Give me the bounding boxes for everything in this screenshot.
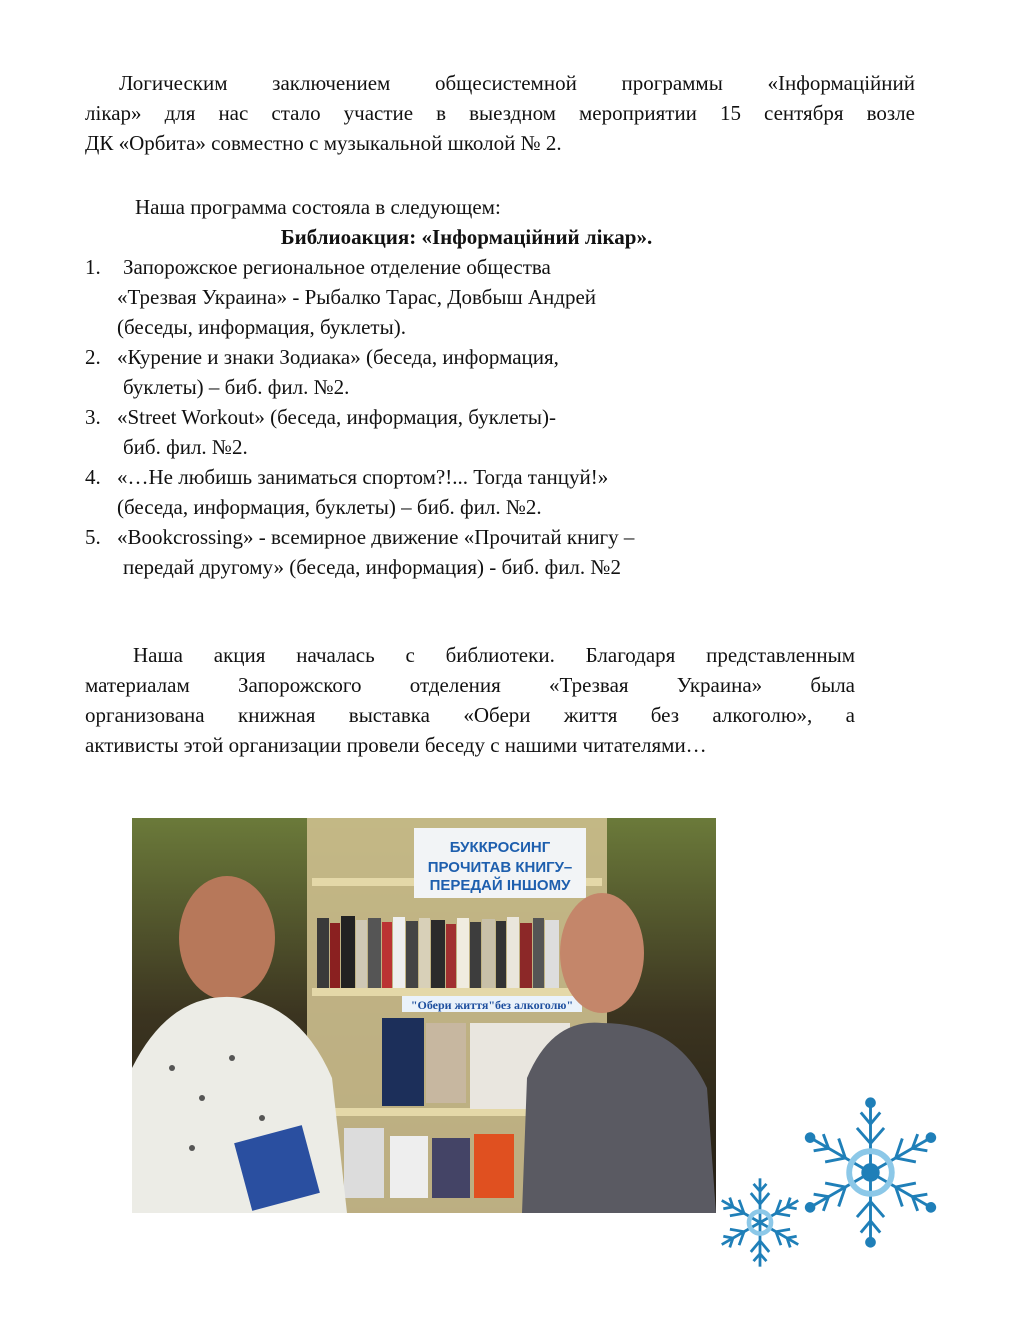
sign-text: ПЕРЕДАЙ ІНШОМУ: [429, 877, 571, 894]
list-number: 5.: [85, 525, 101, 549]
list-number: 2.: [85, 345, 101, 369]
snowflake-large-icon: [793, 1095, 948, 1250]
event-photo: [132, 818, 716, 1213]
list-item-line: (беседы, информация, буклеты).: [117, 315, 406, 339]
list-item-line: «…Не любишь заниматься спортом?!... Тогда танцуй!»: [117, 465, 609, 489]
list-item-line: «Street Workout» (беседа, информация, буклеты)-: [117, 405, 556, 429]
list-item-line: (беседа, информация, буклеты) – биб. фил. №2.: [117, 495, 542, 519]
action-title: Библиоакция: «Інформаційний лікар».: [280, 225, 653, 249]
list-item-line: буклеты) – биб. фил. №2.: [123, 375, 350, 399]
list-item-line: «Курение и знаки Зодиака» (беседа, информация,: [117, 345, 559, 369]
list-item-line: «Трезвая Украина» - Рыбалко Тарас, Довбыш Андрей: [117, 285, 597, 309]
paragraph-action-start: [85, 640, 855, 760]
list-item-line: передай другому» (беседа, информация) - биб. фил. №2: [123, 555, 621, 579]
list-item: [85, 522, 865, 582]
sign-text: ПРОЧИТАВ КНИГУ–: [427, 859, 573, 876]
text-line: Наша акция началась с библиотеки. Благодаря представленным: [133, 643, 855, 667]
text-line: Логическим заключением общесистемной программы «Інформаційний: [119, 71, 915, 95]
list-number: 1.: [85, 255, 101, 279]
list-item: [85, 252, 865, 342]
banner-text: "Обери життя"без алкоголю": [410, 998, 574, 1012]
sign-text: БУККРОСИНГ: [449, 839, 551, 856]
list-item: [85, 462, 865, 522]
text-line: ДК «Орбита» совместно с музыкальной школой № 2.: [85, 131, 562, 155]
list-item-line: биб. фил. №2.: [123, 435, 248, 459]
list-number: 3.: [85, 405, 101, 429]
text-line: активисты этой организации провели беседу с нашими читателями…: [85, 733, 707, 757]
list-item: [85, 342, 865, 402]
text-line: материалам Запорожского отделения «Трезвая Украина» была: [85, 673, 855, 697]
books-row: [317, 916, 559, 988]
text-line: лікар» для нас стало участие в выездном мероприятии 15 сентября возле: [85, 101, 915, 125]
snowflake-small-icon: [714, 1165, 806, 1280]
paragraph-conclusion: [85, 68, 915, 158]
program-list: [85, 252, 865, 582]
list-item-line: Запорожское региональное отделение общества: [123, 255, 551, 279]
text-line: организована книжная выставка «Обери життя без алкоголю», а: [85, 703, 855, 727]
list-number: 4.: [85, 465, 101, 489]
program-intro: Наша программа состояла в следующем:: [135, 195, 501, 219]
list-item: [85, 402, 865, 462]
list-item-line: «Bookcrossing» - всемирное движение «Прочитай книгу –: [117, 525, 635, 549]
